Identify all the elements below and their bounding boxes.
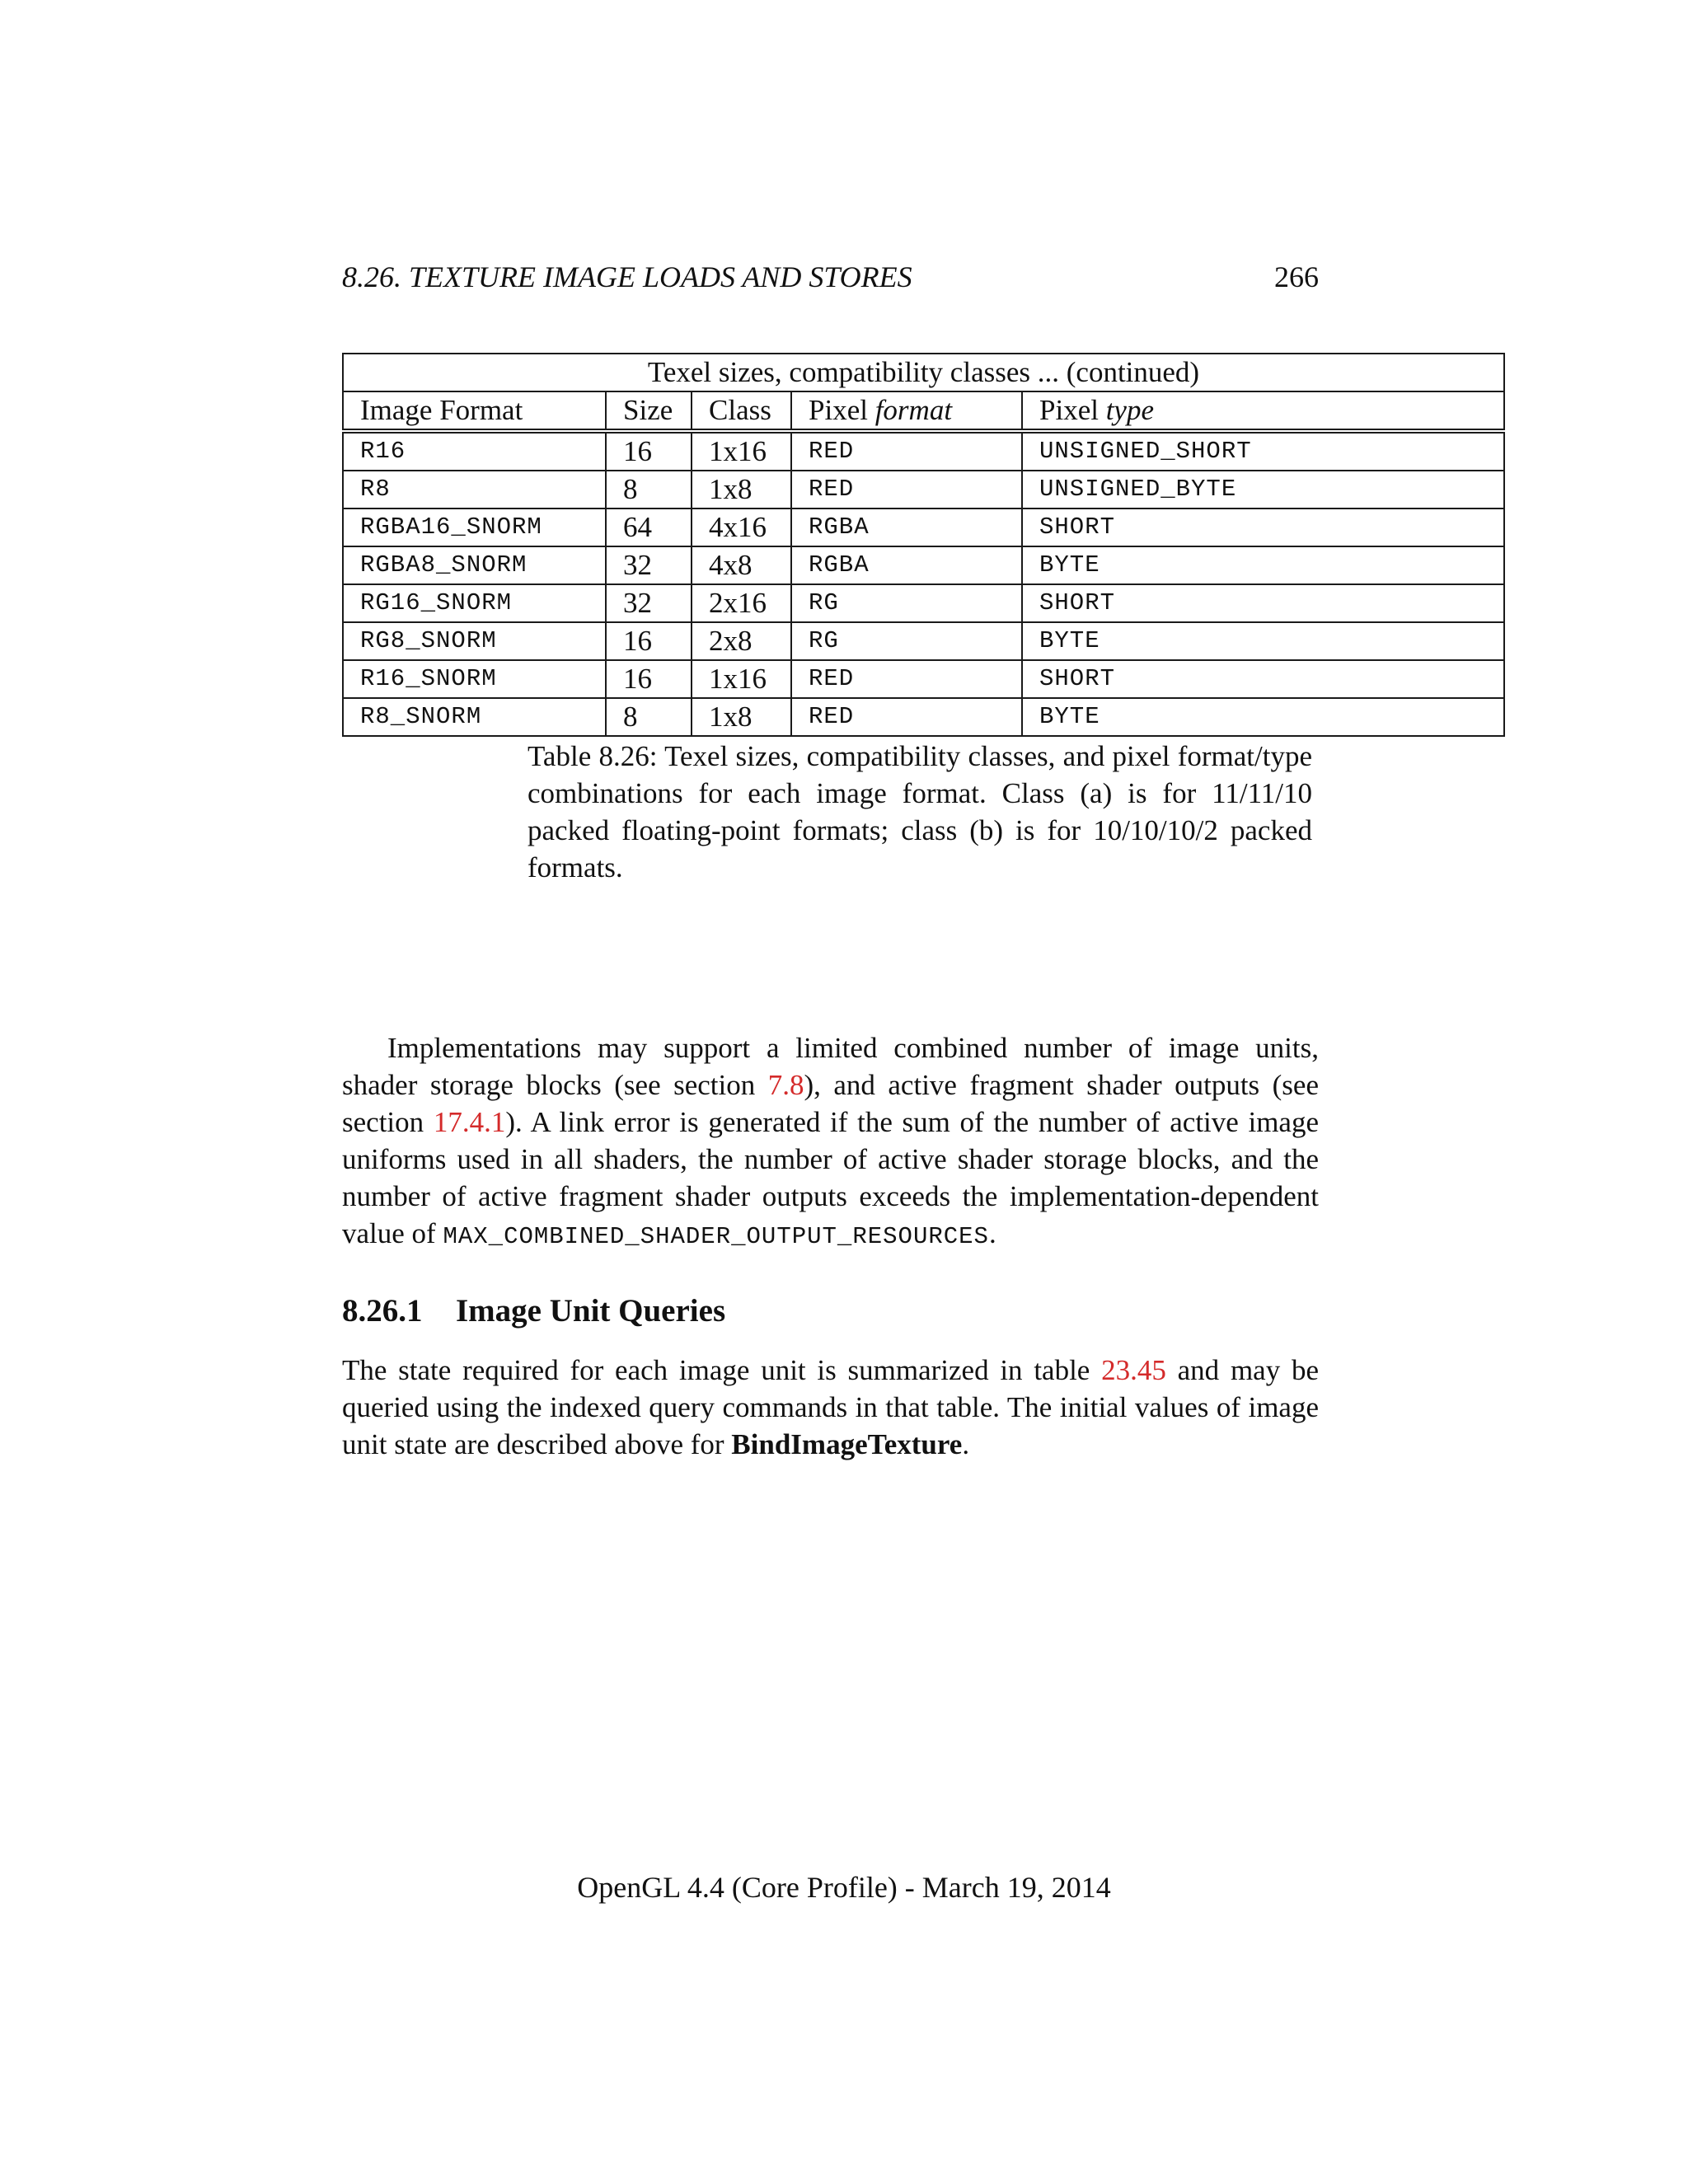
table-body <box>343 431 1504 736</box>
cell-format: R8_SNORM <box>343 698 606 736</box>
cell-pixel-type: UNSIGNED_SHORT <box>1022 431 1504 471</box>
cell-class: 1x16 <box>692 431 791 471</box>
table-row <box>343 584 1504 622</box>
table-row <box>343 431 1504 471</box>
header-image-format: Image Format <box>343 391 606 431</box>
cell-class: 2x16 <box>692 584 791 622</box>
link-section-7-8[interactable]: 7.8 <box>767 1069 804 1101</box>
header-pixel-type: Pixel type <box>1022 391 1504 431</box>
cell-format: R8 <box>343 471 606 509</box>
cell-class: 4x16 <box>692 509 791 546</box>
cell-size: 16 <box>606 431 692 471</box>
cell-pixel-type: SHORT <box>1022 584 1504 622</box>
cell-pixel-type: BYTE <box>1022 698 1504 736</box>
cell-size: 8 <box>606 471 692 509</box>
table-continued-caption-row <box>343 354 1504 391</box>
header-pixel-format: Pixel format <box>791 391 1022 431</box>
cell-format: RGBA16_SNORM <box>343 509 606 546</box>
header-size: Size <box>606 391 692 431</box>
cell-class: 1x16 <box>692 660 791 698</box>
cell-class: 1x8 <box>692 471 791 509</box>
cell-pixel-format: RG <box>791 584 1022 622</box>
table-row <box>343 546 1504 584</box>
table-row <box>343 660 1504 698</box>
cell-class: 2x8 <box>692 622 791 660</box>
running-head-title: 8.26. TEXTURE IMAGE LOADS AND STORES <box>342 260 912 293</box>
command-bind-image-texture: BindImageTexture <box>731 1428 963 1460</box>
link-section-17-4-1[interactable]: 17.4.1 <box>433 1106 506 1138</box>
paragraph-image-unit-limits: Implementations may support a limited combined number of image units, shader storage blocks (see section 7.8), and active fragment shader outputs (see section 17.4.1). A link error is generated if the sum of the number of active image uniforms used in all shaders, the number of active shader storage blocks, and the number of active fragment shader outputs exceeds the implementation-dependent value of MAX_COMBINED_SHADER_OUTPUT_RESOURCES. <box>342 1032 1320 1250</box>
page-number: 266 <box>1274 260 1319 293</box>
cell-pixel-format: RG <box>791 622 1022 660</box>
page-footer: OpenGL 4.4 (Core Profile) - March 19, 2014 <box>577 1871 1111 1904</box>
cell-size: 32 <box>606 584 692 622</box>
cell-pixel-type: SHORT <box>1022 509 1504 546</box>
cell-class: 1x8 <box>692 698 791 736</box>
cell-format: RG16_SNORM <box>343 584 606 622</box>
cell-class: 4x8 <box>692 546 791 584</box>
cell-format: R16_SNORM <box>343 660 606 698</box>
link-table-23-45[interactable]: 23.45 <box>1101 1354 1166 1386</box>
section-heading <box>342 1291 725 1332</box>
cell-size: 16 <box>606 622 692 660</box>
header-class: Class <box>692 391 791 431</box>
cell-pixel-type: UNSIGNED_BYTE <box>1022 471 1504 509</box>
cell-format: RG8_SNORM <box>343 622 606 660</box>
section-number: 8.26.1 <box>342 1293 423 1329</box>
cell-pixel-type: BYTE <box>1022 622 1504 660</box>
cell-pixel-format: RED <box>791 660 1022 698</box>
cell-format: R16 <box>343 431 606 471</box>
cell-pixel-format: RED <box>791 431 1022 471</box>
paragraph-image-unit-queries: The state required for each image unit is summarized in table 23.45 and may be queried using the indexed query commands in that table. The initial values of image unit state are described above for BindImageTexture. <box>342 1354 1320 1460</box>
table-continued-caption: Texel sizes, compatibility classes ... (continued) <box>343 354 1504 391</box>
cell-pixel-format: RED <box>791 471 1022 509</box>
max-combined-resources-token: MAX_COMBINED_SHADER_OUTPUT_RESOURCES <box>443 1223 989 1250</box>
table-caption: Table 8.26: Texel sizes, compatibility classes, and pixel format/type combinations for each image format. Class (a) is for 11/11/10 packed floating-point formats; class (b) is for 10/10/10/2 packed formats. <box>528 740 1312 883</box>
table-row <box>343 622 1504 660</box>
cell-size: 16 <box>606 660 692 698</box>
cell-pixel-format: RED <box>791 698 1022 736</box>
cell-pixel-type: BYTE <box>1022 546 1504 584</box>
table-row <box>343 509 1504 546</box>
cell-pixel-format: RGBA <box>791 546 1022 584</box>
cell-pixel-format: RGBA <box>791 509 1022 546</box>
cell-pixel-type: SHORT <box>1022 660 1504 698</box>
table-row <box>343 471 1504 509</box>
running-head <box>342 259 1319 295</box>
cell-format: RGBA8_SNORM <box>343 546 606 584</box>
cell-size: 8 <box>606 698 692 736</box>
table-header-row <box>343 391 1504 431</box>
section-title: Image Unit Queries <box>456 1293 726 1329</box>
cell-size: 32 <box>606 546 692 584</box>
table-row <box>343 698 1504 736</box>
texel-size-table <box>342 353 1505 737</box>
cell-size: 64 <box>606 509 692 546</box>
